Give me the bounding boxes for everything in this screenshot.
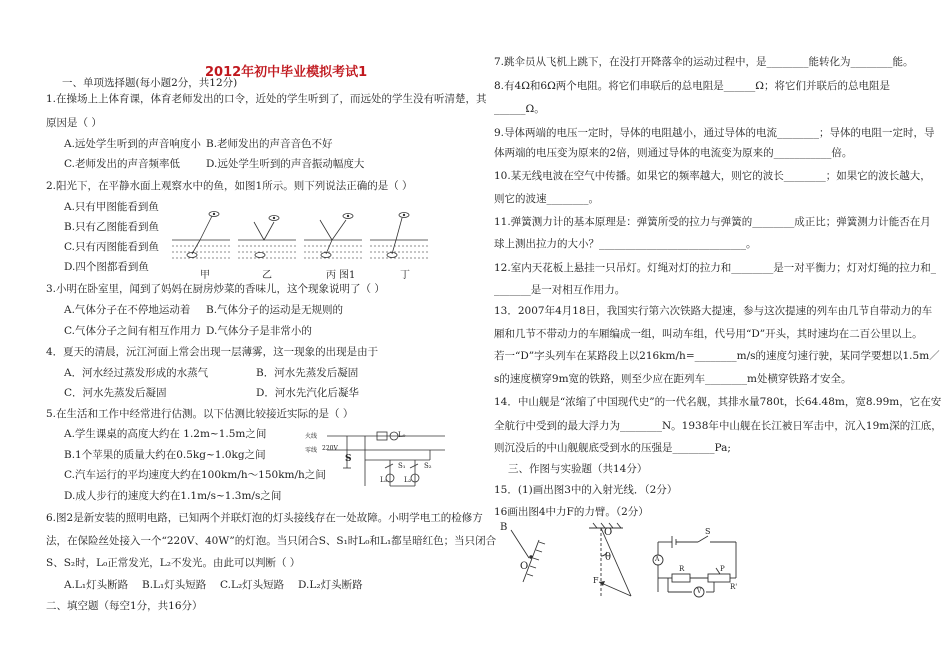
q13-text-cont-2: 若一“D”字头列车在某路段上以216km/h=________m/s的速度匀速行驶，某同学要想以1.5m／ <box>494 350 940 362</box>
q7-text: 7.跳伞员从飞机上跳下，在没打开降落伞的运动过程中，是________能转化为________能。 <box>494 56 914 68</box>
q4-option-d: D．河水先汽化后凝华 <box>256 387 359 399</box>
q14-text-cont-2: 则沉没后的中山舰舰底受到水的压强是________Pa; <box>494 442 731 454</box>
q5-option-b: B.1个苹果的质量大约在0.5kg~1.0kg之间 <box>64 449 266 461</box>
section-2-heading: 二、填空题（每空1分，共16分） <box>46 600 203 612</box>
q5-option-d: D.成人步行的速度大约在1.1m/s~1.3m/s之间 <box>64 490 282 502</box>
figure-3-label-o: O <box>520 561 529 572</box>
q6-text: 6.图2是新安装的照明电路，已知两个并联灯泡的灯头接线存在一处故障。小明学电工的检修方 <box>46 512 483 524</box>
q8-text: 8.有4Ω和6Ω两个电阻。将它们串联后的总电阻是______Ω；将它们并联后的总电阻是 <box>494 80 890 92</box>
figure-4-label-f: F <box>593 576 599 585</box>
q10-text-cont: 则它的波速________。 <box>494 193 599 205</box>
figure-2-label-s: S <box>345 454 352 464</box>
q4-option-b: B．河水先蒸发后凝固 <box>256 367 359 379</box>
section-3-heading: 三、作图与实验题（共14分） <box>508 463 648 475</box>
figure-4-label-o: O <box>604 527 613 538</box>
q15-text: 15．(1)画出图3中的入射光线．（2分） <box>494 484 678 496</box>
q2-option-c: C.只有丙图能看到鱼 <box>64 241 159 253</box>
figure-4-label-theta: θ <box>605 552 612 563</box>
figure-2-label-l0: L₀ <box>398 431 406 439</box>
q13-text-cont-3: s的速度横穿9m宽的铁路，则至少应在距列车________m处横穿铁路才安全。 <box>494 373 852 385</box>
q6-option-a: A.L₁灯头断路 <box>64 579 129 591</box>
figure-5-label-s: S <box>705 527 711 536</box>
q6-text-cont: 法，在保险丝处接入一个“220V、40W”的灯泡。当只闭合S、S₁时L₀和L₁都呈暗红色；当只闭合 <box>46 535 497 547</box>
q1-option-d: D.远处学生听到的声音振动幅度大 <box>206 158 365 170</box>
section-1-heading: 一、单项选择题(每小题2分，共12分) <box>62 77 238 89</box>
q14-text: 14．中山舰是“浓缩了中国现代史”的一代名舰，其排水量780t，长64.48m，宽8.99m，它在安 <box>494 396 942 408</box>
q6-option-b: B.L₁灯头短路 <box>142 579 207 591</box>
q13-text-cont: 厢和几节不带动力的车厢编成一组，叫动车组，代号用“D”开头，其时速均在二百公里以上。 <box>494 328 923 340</box>
figure-5-label-r-prime: R' <box>730 583 738 591</box>
q6-option-c: C.L₂灯头短路 <box>220 579 285 591</box>
q1-text: 1.在操场上上体育课，体育老师发出的口令，近处的学生听到了，而远处的学生没有听清楚，其 <box>46 93 487 105</box>
figure-1-caption: 图1 <box>339 270 356 281</box>
q10-text: 10.某无线电波在空气中传播。如果它的频率越大，则它的波长________；如果它的波长越大， <box>494 170 931 182</box>
figure-3-label-b: B <box>500 522 508 533</box>
exam-title: 2012年初中毕业模拟考试1 <box>205 65 368 80</box>
q2-option-d: D.四个图都看到鱼 <box>64 261 149 273</box>
q11-text: 11.弹簧测力计的基本原理是：弹簧所受的拉力与弹簧的________成正比；弹簧测力计能否在月 <box>494 216 931 228</box>
q1-option-b: B.老师发出的声音音色不好 <box>206 138 333 150</box>
q12-text: 12.室内天花板上悬挂一只吊灯。灯绳对灯的拉力和________是一对平衡力；灯对灯绳的拉力和_ <box>494 262 936 274</box>
q11-text-cont: 球上测出拉力的大小？____________________________。 <box>494 238 757 250</box>
figure-5-label-r: R <box>679 565 685 573</box>
figure-2-label-fire-line: 火线 <box>305 433 318 440</box>
figure-2-label-s2: S₂ <box>424 462 432 470</box>
q13-text: 13．2007年4月18日，我国实行第六次铁路大提速，参与这次提速的列车由几节自带动力的车 <box>494 305 933 317</box>
q1-option-a: A.远处学生听到的声音响度小 <box>64 138 201 150</box>
q9-text: 9.导体两端的电压一定时，导体的电阻越小，通过导体的电流________；导体的电阻一定时，导 <box>494 127 935 139</box>
figure-2-label-s1: S₁ <box>398 462 406 470</box>
q2-text: 2.阳光下，在平静水面上观察水中的鱼，如图1所示。则下列说法正确的是（ ） <box>46 180 413 192</box>
figure-5-label-voltmeter: V <box>697 588 702 595</box>
figure-2-label-zero-line: 零线 <box>305 447 318 454</box>
figure-3-mirror-diagram <box>505 524 555 586</box>
q2-option-b: B.只有乙图能看到鱼 <box>64 221 160 233</box>
figure-1-label-bing: 丙 <box>326 270 336 281</box>
q9-text-cont: 体两端的电压变为原来的2倍，则通过导体的电流变为原来的___________倍。 <box>494 147 853 159</box>
figure-1-label-ding: 丁 <box>400 270 410 281</box>
q6-text-cont-2: S、S₂时，L₀正常发光，L₂不发光。由此可以判断（ ） <box>46 557 301 569</box>
figure-1-label-jia: 甲 <box>200 270 210 281</box>
q3-option-c: C.气体分子之间有相互作用力 <box>64 325 201 337</box>
q4-text: 4．夏天的清晨，沅江河面上常会出现一层薄雾，这一现象的出现是由于 <box>46 346 379 358</box>
figure-2-label-l1: L₁ <box>380 476 388 484</box>
q6-option-d: D.L₂灯头断路 <box>298 579 363 591</box>
q3-option-d: D.气体分子是非常小的 <box>206 325 312 337</box>
figure-2-label-voltage: 220V <box>322 445 338 452</box>
q5-text: 5.在生活和工作中经常进行估测。以下估测比较接近实际的是（ ） <box>46 408 354 420</box>
q5-option-a: A.学生课桌的高度大约在 1.2m~1.5m之间 <box>64 428 267 440</box>
figure-4-lever-diagram <box>585 522 640 602</box>
q5-option-c: C.汽车运行的平均速度大约在100km/h～150km/h之间 <box>64 469 326 481</box>
figure-2-circuit <box>305 430 450 492</box>
q3-option-b: B.气体分子的运动是无规则的 <box>206 304 344 316</box>
q16-text: 16画出图4中力F的力臂。（2分） <box>494 506 649 518</box>
q8-text-cont: ______Ω。 <box>494 103 545 115</box>
q1-text-cont: 原因是（ ） <box>46 117 102 129</box>
q2-option-a: A.只有甲图能看到鱼 <box>64 201 159 213</box>
q12-text-cont: _______是一对相互作用力。 <box>494 284 626 296</box>
figure-5-label-p: P <box>720 565 725 573</box>
q4-option-a: A．河水经过蒸发形成的水蒸气 <box>64 367 209 379</box>
q3-text: 3.小明在卧室里，闻到了妈妈在厨房炒菜的香味儿，这个现象说明了（ ） <box>46 283 385 295</box>
q4-option-c: C．河水先蒸发后凝固 <box>64 387 167 399</box>
figure-5-label-ammeter: A <box>655 556 660 563</box>
q3-option-a: A.气体分子在不停地运动着 <box>64 304 191 316</box>
figure-2-label-l2: L₂ <box>404 476 412 484</box>
q1-option-c: C.老师发出的声音频率低 <box>64 158 180 170</box>
figure-1-label-yi: 乙 <box>262 270 272 281</box>
q14-text-cont: 全航行中受到的最大浮力为________N。1938年中山舰在长江被日军击中，沉入19m深的江底， <box>494 420 942 432</box>
